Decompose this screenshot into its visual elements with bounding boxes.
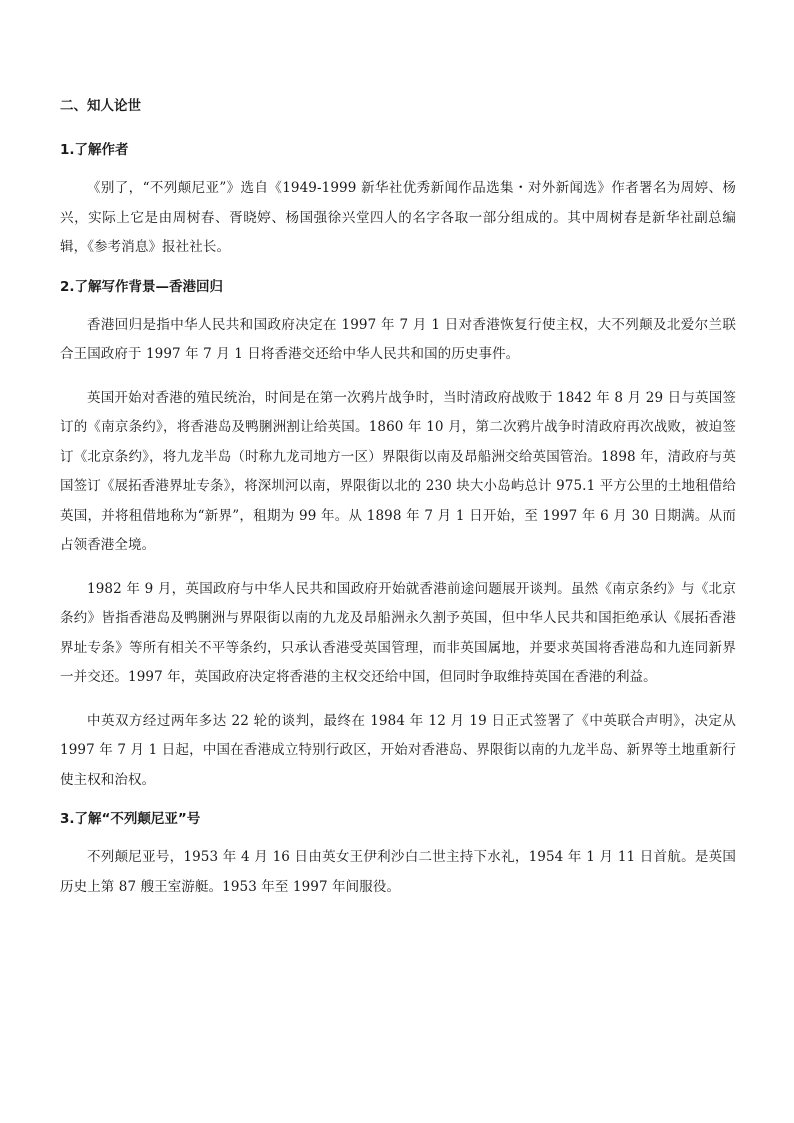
- background-paragraph-2: 英国开始对香港的殖民统治，时间是在第一次鸦片战争时，当时清政府战败于 1842 年 8 月 29 日与英国签订的《南京条约》，将香港岛及鸭脷洲割让给英国。1860 年 10 月，第二次鸦片战争时清政府再次战败，被迫签订《北京条约》，将九龙半岛（时称九龙司地方一区）界限街以南及昂船洲交给英国管治。1898 年，清政府与英国签订《展拓香港界址专条》，将深圳河以南，界限街以北的 230 块大小岛屿总计 975.1 平方公里的土地租借给英国，并将租借地称为“新界”，租期为 99 年。从 1898 年 7 月 1 日开始，至 1997 年 6 月 30 日期满。从而占领香港全境。: [60, 389, 736, 553]
- background-paragraph-4: 中英双方经过两年多达 22 轮的谈判，最终在 1984 年 12 月 19 日正式签署了《中英联合声明》，决定从 1997 年 7 月 1 日起，中国在香港成立特别行政区，开始对香港岛、界限街以南的九龙半岛、新界等土地重新行使主权和治权。: [60, 712, 736, 788]
- background-heading: 2.了解写作背景—香港回归: [60, 278, 224, 295]
- document-body: [60, 96, 736, 916]
- author-paragraph: 《别了，“不列颠尼亚”》选自《1949-1999 新华社优秀新闻作品选集・对外新闻选》作者署名为周婷、杨兴，实际上它是由周树春、胥晓婷、杨国强徐兴堂四人的名字各取一部分组成的。其中周树春是新华社副总编辑，《参考消息》报社社长。: [60, 180, 736, 255]
- section-title: 二、知人论世: [60, 98, 141, 114]
- background-paragraph-3: 1982 年 9 月，英国政府与中华人民共和国政府开始就香港前途问题展开谈判。虽然《南京条约》与《北京条约》皆指香港岛及鸭脷洲与界限街以南的九龙及昂船洲永久割予英国，但中华人民共和国拒绝承认《展拓香港界址专条》等所有相关不平等条约，只承认香港受英国管理，而非英国属地，并要求英国将香港岛和九连同新界一并交还。1997 年，英国政府决定将香港的主权交还给中国，但同时争取维持英国在香港的利益。: [60, 580, 736, 685]
- ship-paragraph: 不列颠尼亚号，1953 年 4 月 16 日由英女王伊利沙白二世主持下水礼，1954 年 1 月 11 日首航。是英国历史上第 87 艘王室游艇。1953 年至 1997 年间服役。: [60, 849, 736, 895]
- author-heading: 1.了解作者: [60, 142, 129, 158]
- ship-heading: 3.了解“不列颠尼亚”号: [60, 811, 201, 827]
- background-paragraph-1: 香港回归是指中华人民共和国政府决定在 1997 年 7 月 1 日对香港恢复行使主权，大不列颠及北爱尔兰联合王国政府于 1997 年 7 月 1 日将香港交还给中华人民共和国的历史事件。: [60, 316, 736, 362]
